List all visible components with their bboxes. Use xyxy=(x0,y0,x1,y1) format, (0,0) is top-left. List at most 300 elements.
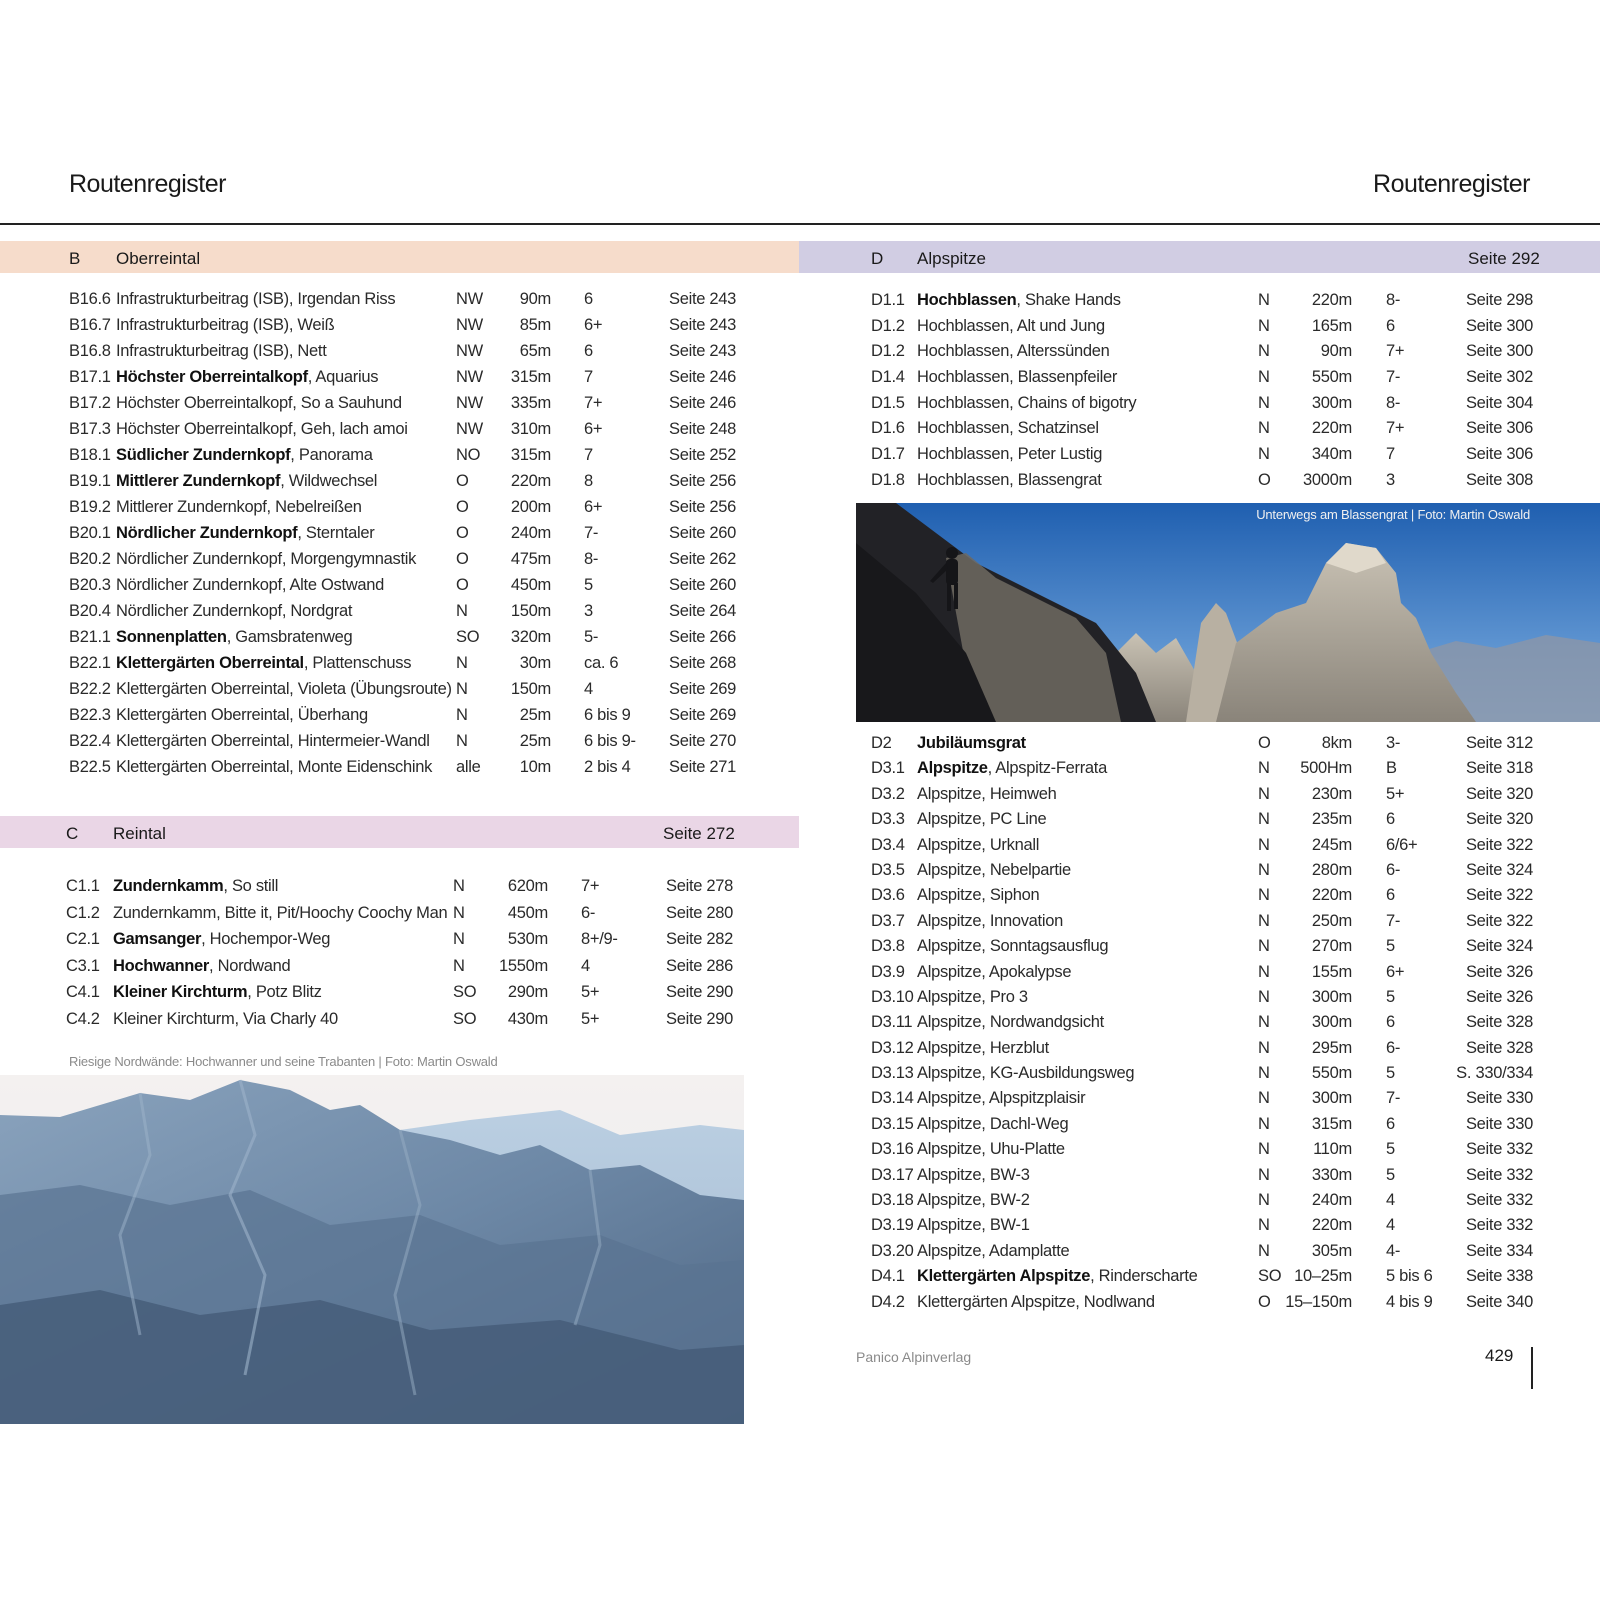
route-grade: 7 xyxy=(1386,445,1395,464)
route-length: 620m xyxy=(507,877,548,895)
route-code: D1.4 xyxy=(871,368,905,387)
route-code: D3.5 xyxy=(871,860,905,879)
route-grade: 7- xyxy=(1386,1089,1401,1108)
route-grade: 3 xyxy=(584,602,593,620)
route-page: Seite 269 xyxy=(669,706,737,724)
route-code: C4.2 xyxy=(66,1009,100,1028)
route-length: 310m xyxy=(510,420,551,438)
section-name: Reintal xyxy=(113,824,166,843)
route-direction: N xyxy=(1258,784,1270,803)
route-grade: 6 xyxy=(1386,1114,1395,1133)
route-title: , Gamsbratenweg xyxy=(226,628,353,646)
route-name xyxy=(116,550,416,569)
route-name xyxy=(917,785,1057,804)
route-title: Hochblassen, Blassengrat xyxy=(917,470,1102,489)
route-grade: 3- xyxy=(1386,734,1401,752)
route-length: 300m xyxy=(1311,1013,1352,1032)
route-direction: O xyxy=(1258,1292,1271,1311)
route-page: Seite 252 xyxy=(669,446,737,464)
route-length: 500Hm xyxy=(1300,759,1352,778)
route-code: C4.1 xyxy=(66,983,100,1001)
route-title: Alpspitze, Pro 3 xyxy=(917,987,1028,1006)
route-name xyxy=(917,836,1039,855)
route-name xyxy=(116,290,395,309)
route-row xyxy=(0,904,796,931)
route-code: D3.6 xyxy=(871,886,905,905)
route-code: D3.14 xyxy=(871,1089,914,1108)
route-direction: SO xyxy=(456,628,480,646)
route-name xyxy=(116,524,374,543)
route-grade: 7 xyxy=(584,446,593,464)
route-grade: 5 xyxy=(1386,937,1395,956)
route-length: 295m xyxy=(1311,1038,1352,1057)
route-grade: 6+ xyxy=(584,498,603,516)
route-code: D3.17 xyxy=(871,1165,914,1184)
route-direction: N xyxy=(1258,1038,1270,1057)
route-direction: N xyxy=(1258,342,1270,361)
route-mountain: Klettergärten Oberreintal xyxy=(116,654,304,672)
route-row xyxy=(799,1267,1600,1292)
route-length: 15–150m xyxy=(1285,1292,1352,1311)
route-list-d-top xyxy=(799,291,1600,497)
route-direction: N xyxy=(456,602,468,620)
route-row xyxy=(799,963,1600,988)
route-code: B21.1 xyxy=(69,628,111,646)
ridge-photo xyxy=(856,503,1600,722)
route-length: 450m xyxy=(507,903,548,922)
section-name: Oberreintal xyxy=(116,249,201,268)
route-title: , Potz Blitz xyxy=(247,983,322,1001)
route-grade: 6- xyxy=(581,903,596,922)
route-length: 150m xyxy=(510,602,551,620)
route-grade: 6+ xyxy=(1386,962,1405,981)
route-grade: ca. 6 xyxy=(584,654,619,672)
route-page: Seite 334 xyxy=(1465,1241,1533,1260)
route-code: C1.2 xyxy=(66,903,100,922)
route-mountain: Alpspitze xyxy=(917,759,988,778)
route-code: C1.1 xyxy=(66,877,100,895)
route-grade: 7 xyxy=(584,368,593,386)
route-page: Seite 302 xyxy=(1465,368,1533,387)
route-code: D3.8 xyxy=(871,937,905,956)
route-grade: 8+/9- xyxy=(581,930,618,948)
route-code: D3.19 xyxy=(871,1216,914,1235)
route-mountain: Hochblassen xyxy=(917,291,1017,309)
route-name xyxy=(917,1191,1030,1210)
route-title: Hochblassen, Alt und Jung xyxy=(917,316,1105,335)
route-page: Seite 300 xyxy=(1465,342,1533,361)
route-page: Seite 332 xyxy=(1465,1165,1533,1184)
route-title: Infrastrukturbeitrag (ISB), Weiß xyxy=(116,316,335,334)
route-direction: O xyxy=(1258,470,1271,489)
route-grade: 6 xyxy=(1386,1013,1395,1032)
route-title: Alpspitze, Innovation xyxy=(917,911,1063,930)
route-code: C2.1 xyxy=(66,930,100,948)
route-row xyxy=(799,1013,1600,1038)
route-row xyxy=(0,680,799,706)
route-mountain: Kleiner Kirchturm xyxy=(113,983,248,1001)
route-direction: N xyxy=(1258,759,1270,778)
route-grade: 5 xyxy=(1386,987,1395,1006)
route-title: Hochblassen, Peter Lustig xyxy=(917,445,1103,464)
route-length: 330m xyxy=(1311,1165,1352,1184)
route-length: 90m xyxy=(519,290,551,308)
route-row xyxy=(799,785,1600,810)
route-page: Seite 264 xyxy=(669,602,737,620)
route-page: Seite 328 xyxy=(1465,1038,1533,1057)
route-title: Alpspitze, KG-Ausbildungsweg xyxy=(917,1064,1135,1083)
route-name xyxy=(116,316,334,335)
route-title: Klettergärten Oberreintal, Hintermeier-Wandl xyxy=(116,732,430,750)
mountain-photo xyxy=(0,1075,744,1424)
route-direction: N xyxy=(1258,987,1270,1006)
route-grade: 8 xyxy=(584,472,593,490)
route-title: Klettergärten Oberreintal, Monte Eidenschink xyxy=(116,758,433,776)
route-code: D1.2 xyxy=(871,342,905,361)
route-grade: 5 xyxy=(1386,1140,1395,1159)
route-row xyxy=(0,550,799,576)
route-code: B22.2 xyxy=(69,680,111,698)
route-length: 240m xyxy=(1311,1191,1352,1210)
route-title: Infrastrukturbeitrag (ISB), Nett xyxy=(116,342,327,360)
route-row xyxy=(799,368,1600,394)
route-grade: 5 bis 6 xyxy=(1386,1267,1433,1286)
route-length: 1550m xyxy=(499,956,548,975)
route-name xyxy=(116,732,430,751)
route-code: D1.6 xyxy=(871,419,905,438)
route-page: Seite 332 xyxy=(1465,1191,1533,1210)
route-row xyxy=(0,342,799,368)
section-header-d xyxy=(799,241,1600,273)
route-page: Seite 306 xyxy=(1465,419,1533,438)
route-row xyxy=(799,419,1600,445)
route-code: B19.2 xyxy=(69,498,111,516)
route-direction: N xyxy=(1258,1216,1270,1235)
route-page: Seite 262 xyxy=(669,550,737,568)
route-page: Seite 318 xyxy=(1465,759,1533,778)
route-grade: 8- xyxy=(1386,393,1401,412)
route-row xyxy=(799,937,1600,962)
route-row xyxy=(799,1115,1600,1140)
route-code: D3.2 xyxy=(871,784,905,803)
route-code: B16.7 xyxy=(69,316,111,334)
route-title: Alpspitze, Heimweh xyxy=(917,784,1057,803)
route-grade: 4 xyxy=(1386,1191,1395,1210)
route-direction: NO xyxy=(456,446,481,464)
route-grade: 6+ xyxy=(584,420,603,438)
route-title: Infrastrukturbeitrag (ISB), Irgendan Riss xyxy=(116,290,396,308)
route-grade: 3 xyxy=(1386,470,1395,489)
route-page: Seite 338 xyxy=(1465,1267,1533,1286)
footer-publisher: Panico Alpinverlag xyxy=(856,1349,972,1365)
route-title: Höchster Oberreintalkopf, Geh, lach amoi xyxy=(116,420,408,438)
route-page: Seite 326 xyxy=(1465,987,1533,1006)
route-title: Alpspitze, Apokalypse xyxy=(917,962,1072,981)
route-direction: O xyxy=(456,524,469,542)
route-length: 340m xyxy=(1311,445,1352,464)
route-row xyxy=(799,1216,1600,1241)
route-page: Seite 312 xyxy=(1465,734,1533,752)
route-code: D3.11 xyxy=(871,1013,913,1032)
route-direction: N xyxy=(1258,1191,1270,1210)
route-mountain: Jubiläumsgrat xyxy=(917,734,1026,752)
route-page: Seite 304 xyxy=(1465,393,1533,412)
route-direction: N xyxy=(1258,810,1270,829)
route-length: 315m xyxy=(1311,1114,1352,1133)
route-name xyxy=(917,861,1071,880)
route-direction: NW xyxy=(456,420,483,438)
route-title: Alpspitze, Sonntagsausflug xyxy=(917,937,1109,956)
route-title: , Panorama xyxy=(290,446,373,464)
route-code: D3.9 xyxy=(871,962,905,981)
route-grade: 5 xyxy=(584,576,593,594)
route-length: 220m xyxy=(510,472,551,490)
route-grade: 4 bis 9 xyxy=(1386,1292,1433,1311)
route-code: D1.2 xyxy=(871,316,905,335)
route-page: S. 330/334 xyxy=(1456,1064,1533,1083)
route-direction: SO xyxy=(453,983,477,1001)
route-length: 165m xyxy=(1311,316,1352,335)
route-name xyxy=(113,904,447,923)
route-mountain: Südlicher Zundernkopf xyxy=(116,446,291,464)
route-name xyxy=(917,445,1102,464)
route-length: 150m xyxy=(510,680,551,698)
route-page: Seite 282 xyxy=(666,930,734,948)
route-row xyxy=(799,836,1600,861)
route-code: D3.15 xyxy=(871,1114,914,1133)
route-row xyxy=(0,983,796,1010)
route-name xyxy=(917,471,1102,490)
route-length: 240m xyxy=(510,524,551,542)
route-direction: N xyxy=(1258,1241,1270,1260)
route-length: 235m xyxy=(1311,810,1352,829)
route-page: Seite 243 xyxy=(669,342,737,360)
route-direction: NW xyxy=(456,394,483,412)
route-grade: 5 xyxy=(1386,1064,1395,1083)
route-name xyxy=(917,1216,1030,1235)
route-name xyxy=(917,1089,1085,1108)
route-length: 200m xyxy=(510,498,551,516)
route-grade: 5- xyxy=(584,628,599,646)
route-grade: 7- xyxy=(1386,368,1401,387)
route-row xyxy=(0,524,799,550)
route-page: Seite 246 xyxy=(669,368,737,386)
route-row xyxy=(799,1140,1600,1165)
route-grade: 7+ xyxy=(1386,342,1405,361)
route-grade: 6 xyxy=(1386,316,1395,335)
route-name xyxy=(116,420,408,439)
route-length: 10m xyxy=(519,758,551,776)
route-code: B20.1 xyxy=(69,524,111,542)
route-row xyxy=(799,445,1600,471)
route-row xyxy=(0,394,799,420)
section-header-b xyxy=(0,241,799,273)
route-direction: N xyxy=(1258,835,1270,854)
route-page: Seite 243 xyxy=(669,290,737,308)
route-name xyxy=(116,498,362,517)
route-page: Seite 320 xyxy=(1465,784,1533,803)
route-page: Seite 330 xyxy=(1465,1089,1533,1108)
route-grade: 6/6+ xyxy=(1386,835,1418,854)
route-row xyxy=(0,290,799,316)
route-name xyxy=(113,930,330,949)
route-row xyxy=(0,877,796,904)
route-grade: 4 xyxy=(584,680,593,698)
route-title: Alpspitze, Herzblut xyxy=(917,1038,1049,1057)
route-row xyxy=(799,1039,1600,1064)
route-row xyxy=(799,291,1600,317)
route-title: Nördlicher Zundernkopf, Morgengymnastik xyxy=(116,550,417,568)
route-title: , Hochempor-Weg xyxy=(201,930,331,948)
route-title: Alpspitze, Urknall xyxy=(917,835,1040,854)
route-direction: N xyxy=(1258,1089,1270,1108)
route-page: Seite 286 xyxy=(666,956,734,975)
route-title: Hochblassen, Blassenpfeiler xyxy=(917,368,1118,387)
route-code: B22.5 xyxy=(69,758,111,776)
route-name xyxy=(116,472,377,491)
route-length: 450m xyxy=(510,576,551,594)
route-title: , Rinderscharte xyxy=(1090,1267,1198,1286)
route-length: 110m xyxy=(1313,1140,1352,1159)
route-length: 550m xyxy=(1311,1064,1352,1083)
route-direction: N xyxy=(1258,937,1270,956)
route-page: Seite 322 xyxy=(1465,886,1533,905)
section-page: Seite 292 xyxy=(1468,249,1540,268)
route-row xyxy=(0,420,799,446)
route-name xyxy=(116,342,326,361)
route-length: 300m xyxy=(1311,987,1352,1006)
route-direction: SO xyxy=(1258,1267,1282,1286)
route-direction: N xyxy=(453,877,465,895)
route-title: , So still xyxy=(223,877,279,895)
route-row xyxy=(0,498,799,524)
route-page: Seite 332 xyxy=(1465,1216,1533,1235)
route-list-c xyxy=(0,877,796,1036)
route-name xyxy=(917,1115,1068,1134)
route-row xyxy=(799,810,1600,835)
route-page: Seite 246 xyxy=(669,394,737,412)
route-name xyxy=(917,988,1028,1007)
route-grade: 7+ xyxy=(581,877,600,895)
route-length: 90m xyxy=(1320,342,1352,361)
route-length: 220m xyxy=(1311,419,1352,438)
route-row xyxy=(799,886,1600,911)
route-code: B16.6 xyxy=(69,290,111,308)
route-page: Seite 322 xyxy=(1465,911,1533,930)
route-mountain: Sonnenplatten xyxy=(116,628,227,646)
section-header-c xyxy=(0,816,799,848)
route-code: B20.4 xyxy=(69,602,111,620)
route-direction: NW xyxy=(456,342,483,360)
route-code: B17.1 xyxy=(69,368,111,386)
route-direction: N xyxy=(1258,911,1270,930)
route-row xyxy=(0,1010,796,1037)
route-row xyxy=(0,654,799,680)
route-length: 305m xyxy=(1311,1241,1352,1260)
route-page: Seite 260 xyxy=(669,576,737,594)
route-name xyxy=(116,394,402,413)
route-page: Seite 266 xyxy=(669,628,737,646)
route-direction: N xyxy=(453,956,465,975)
route-length: 280m xyxy=(1311,860,1352,879)
route-grade: 6 xyxy=(584,290,593,308)
route-direction: N xyxy=(1258,860,1270,879)
section-letter: B xyxy=(69,249,81,268)
route-code: D1.5 xyxy=(871,393,905,412)
route-title: Alpspitze, Nebelpartie xyxy=(917,860,1071,879)
section-letter: D xyxy=(871,249,884,268)
route-name xyxy=(116,654,411,673)
route-row xyxy=(799,1166,1600,1191)
route-length: 30m xyxy=(519,654,551,672)
route-title: Hochblassen, Chains of bigotry xyxy=(917,393,1137,412)
route-row xyxy=(799,912,1600,937)
route-title: Klettergärten Alpspitze, Nodlwand xyxy=(917,1292,1155,1311)
route-length: 220m xyxy=(1311,1216,1352,1235)
route-direction: N xyxy=(1258,1140,1270,1159)
route-length: 65m xyxy=(519,342,551,360)
route-direction: N xyxy=(1258,393,1270,412)
route-direction: N xyxy=(453,930,465,948)
route-length: 430m xyxy=(507,1009,548,1028)
route-row xyxy=(799,317,1600,343)
route-code: D4.2 xyxy=(871,1292,905,1311)
route-title: , Sterntaler xyxy=(297,524,375,542)
route-name xyxy=(113,957,290,976)
route-page: Seite 268 xyxy=(669,654,737,672)
route-direction: O xyxy=(456,550,469,568)
route-grade: 7- xyxy=(584,524,599,542)
route-direction: N xyxy=(1258,368,1270,387)
route-mountain: Nördlicher Zundernkopf xyxy=(116,524,298,542)
route-direction: N xyxy=(456,654,468,672)
route-grade: 5 xyxy=(1386,1165,1395,1184)
route-grade: 6 xyxy=(1386,886,1395,905)
section-name: Alpspitze xyxy=(917,249,986,268)
route-page: Seite 290 xyxy=(666,983,734,1001)
route-row xyxy=(0,628,799,654)
route-direction: O xyxy=(456,498,469,516)
route-row xyxy=(0,576,799,602)
route-direction: NW xyxy=(456,368,483,386)
route-page: Seite 256 xyxy=(669,472,737,490)
route-code: B17.2 xyxy=(69,394,111,412)
route-grade: 6 xyxy=(584,342,593,360)
route-page: Seite 324 xyxy=(1465,860,1533,879)
photo-caption: Unterwegs am Blassengrat | Foto: Martin Oswald xyxy=(1256,507,1530,522)
page-title-right: Routenregister xyxy=(1373,170,1530,198)
route-code: D3.18 xyxy=(871,1191,914,1210)
route-row xyxy=(799,471,1600,497)
route-grade: 8- xyxy=(1386,291,1401,309)
route-grade: 4 xyxy=(1386,1216,1395,1235)
route-page: Seite 290 xyxy=(666,1009,734,1028)
route-code: B18.1 xyxy=(69,446,111,464)
route-code: B22.1 xyxy=(69,654,111,672)
route-length: 230m xyxy=(1311,784,1352,803)
photo-caption: Riesige Nordwände: Hochwanner und seine Trabanten | Foto: Martin Oswald xyxy=(69,1054,498,1069)
route-length: 335m xyxy=(510,394,551,412)
route-mountain: Hochwanner xyxy=(113,956,210,975)
section-page: Seite 272 xyxy=(663,824,735,843)
route-mountain: Gamsanger xyxy=(113,930,202,948)
route-name xyxy=(116,602,352,621)
route-name xyxy=(917,963,1071,982)
route-length: 220m xyxy=(1311,886,1352,905)
route-grade: 6 bis 9 xyxy=(584,706,631,724)
route-code: D3.12 xyxy=(871,1038,914,1057)
route-page: Seite 243 xyxy=(669,316,737,334)
